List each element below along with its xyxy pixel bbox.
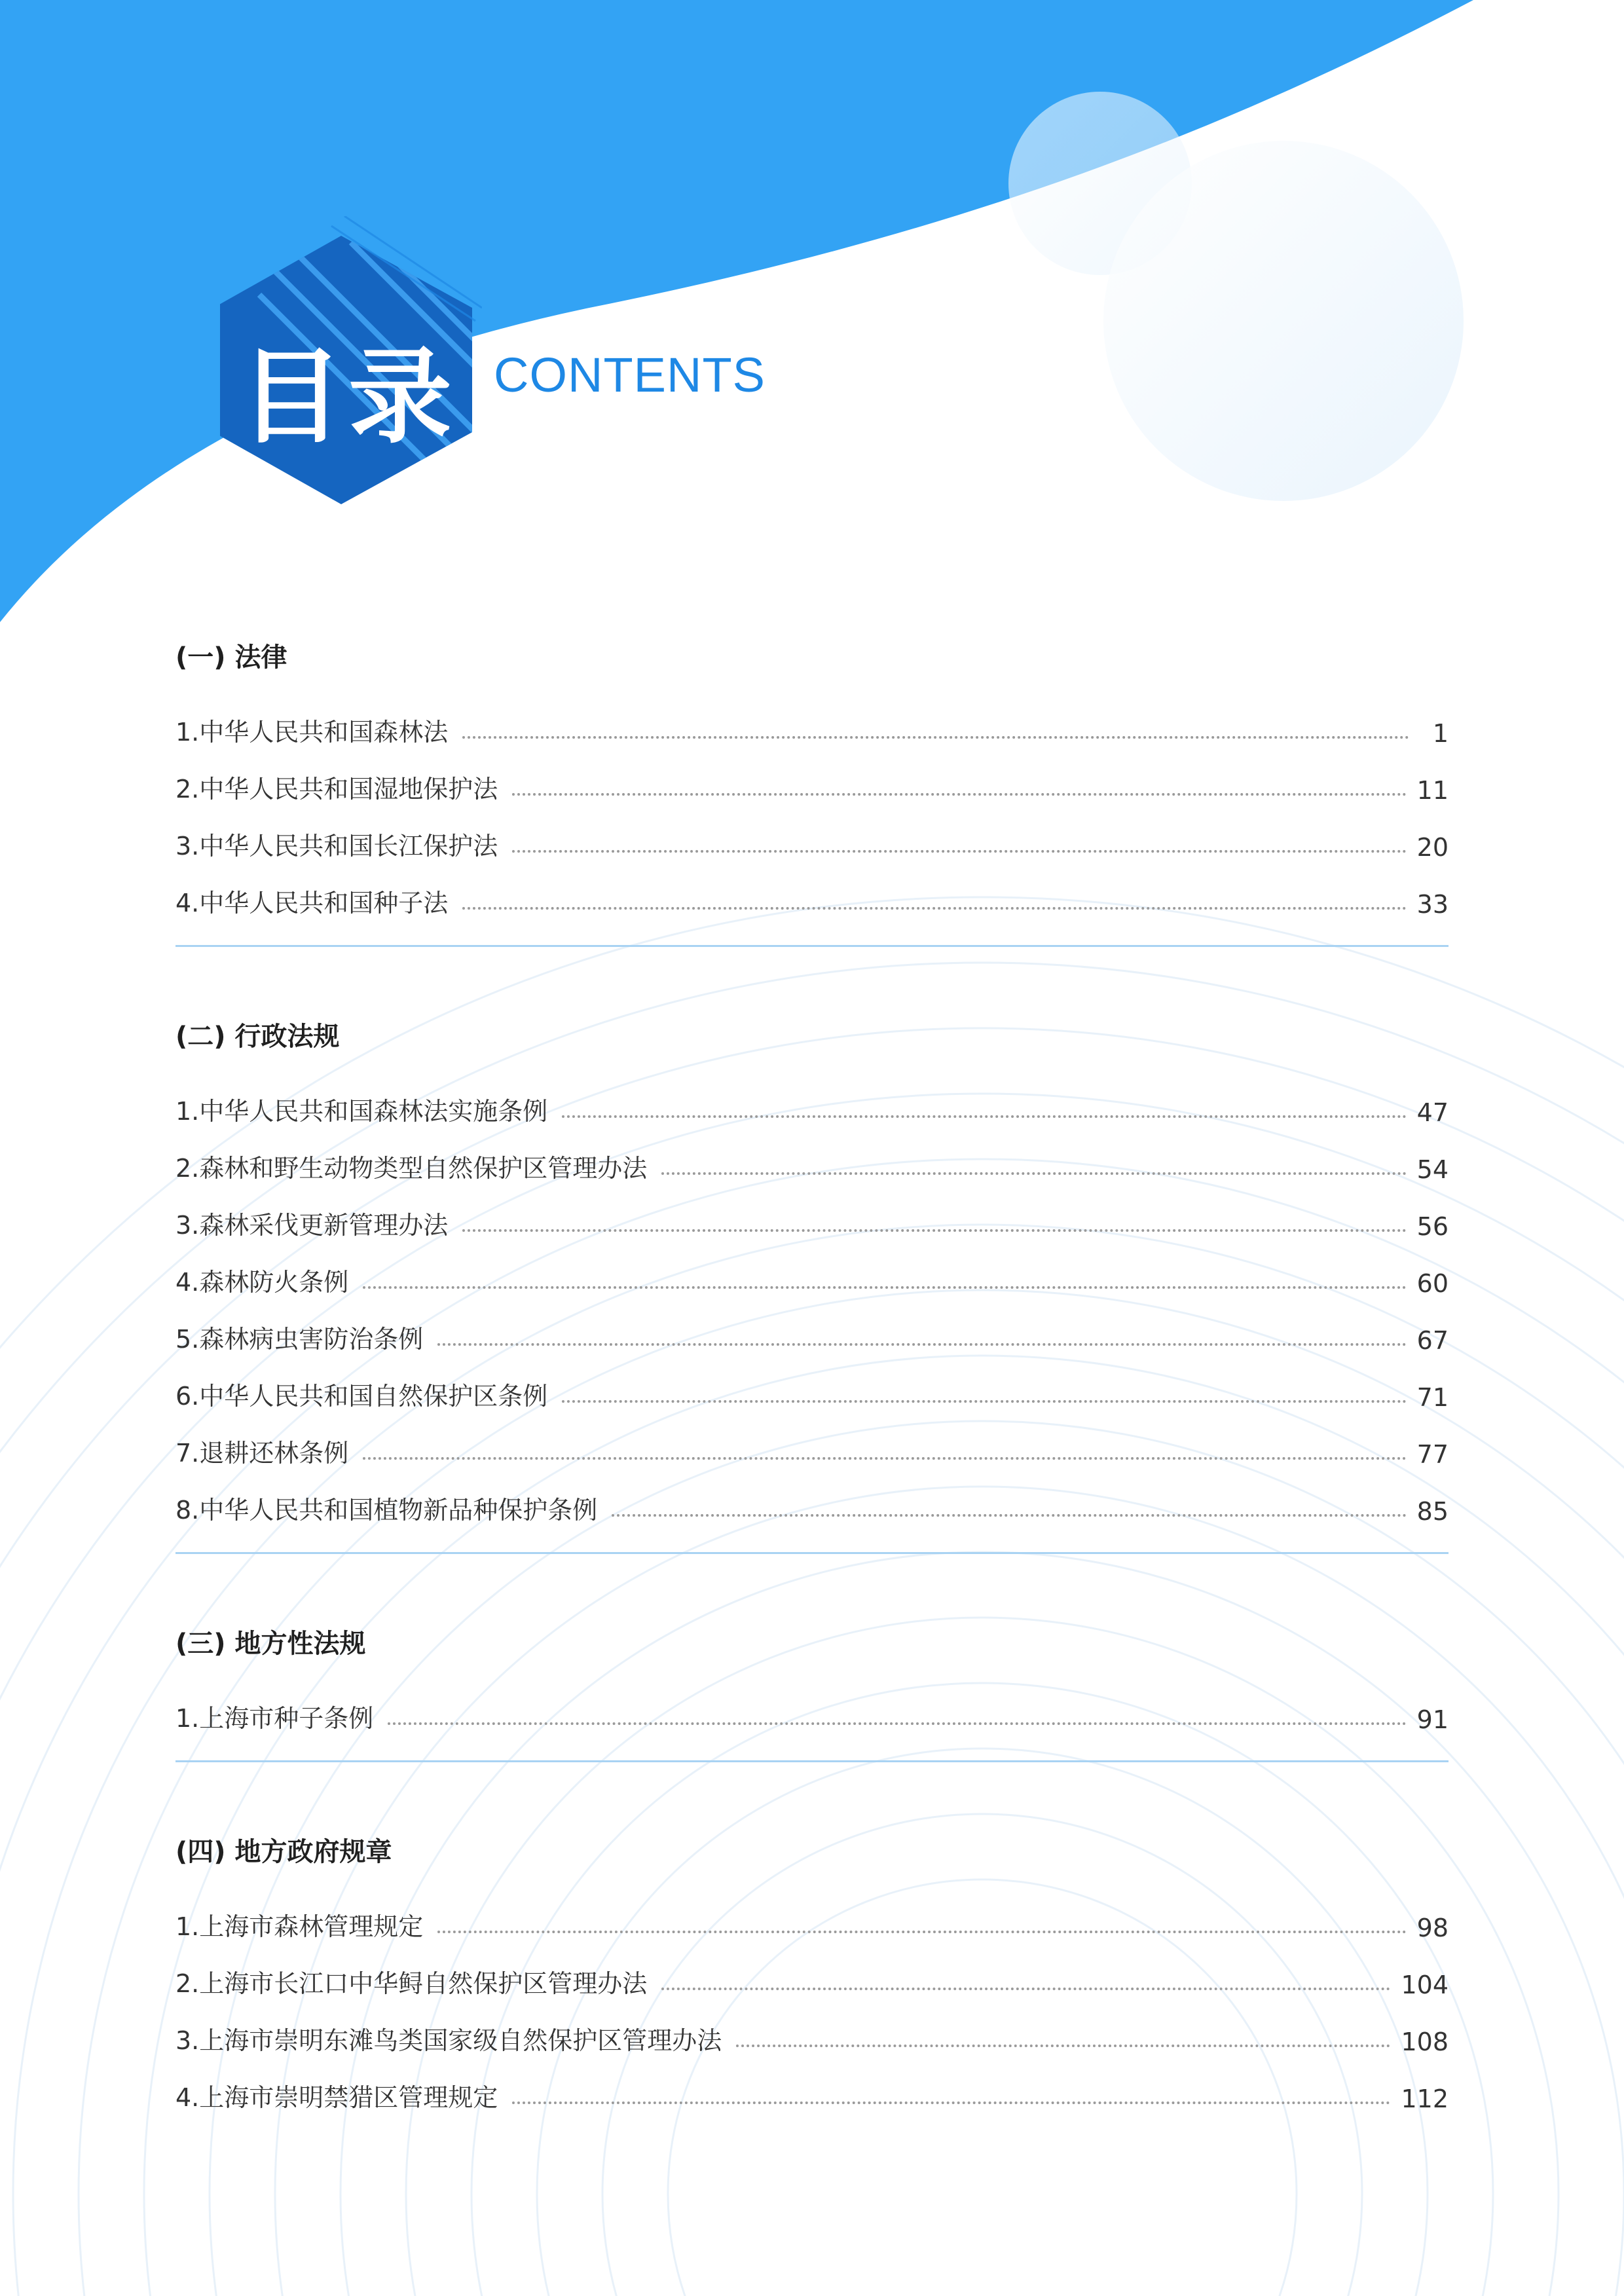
header <box>0 0 1624 524</box>
toc-entry[interactable] <box>175 1942 1449 1999</box>
toc-entry[interactable] <box>175 1241 1449 1298</box>
dot-leader <box>661 1988 1390 1990</box>
entry-page-number: 104 <box>1401 1971 1449 1999</box>
dot-leader <box>363 1457 1406 1460</box>
section-heading: (二) 行政法规 <box>175 1022 340 1052</box>
toc-entry[interactable] <box>175 805 1449 862</box>
dot-leader <box>462 736 1409 739</box>
entry-title: 2.森林和野生动物类型自然保护区管理办法 <box>175 1154 648 1183</box>
table-of-contents <box>175 639 1449 2113</box>
section-divider <box>175 1760 1449 1762</box>
page-title-en: CONTENTS <box>494 348 766 402</box>
toc-entry[interactable] <box>175 1298 1449 1355</box>
entry-page-number: 77 <box>1416 1440 1449 1469</box>
entry-title: 4.森林防火条例 <box>175 1268 349 1297</box>
toc-entry[interactable] <box>175 1885 1449 1942</box>
entry-title: 3.森林采伐更新管理办法 <box>175 1211 449 1240</box>
entry-title: 3.中华人民共和国长江保护法 <box>175 832 498 861</box>
section-heading: (三) 地方性法规 <box>175 1629 366 1659</box>
entry-title: 5.森林病虫害防治条例 <box>175 1325 424 1354</box>
toc-entry[interactable] <box>175 748 1449 805</box>
toc-entry[interactable] <box>175 1677 1449 1734</box>
entry-page-number: 1 <box>1432 719 1449 748</box>
entry-title: 7.退耕还林条例 <box>175 1439 349 1468</box>
dot-leader <box>661 1172 1406 1175</box>
entry-page-number: 112 <box>1401 2084 1449 2113</box>
dot-leader <box>388 1722 1406 1725</box>
dot-leader <box>562 1400 1406 1403</box>
entry-title: 4.中华人民共和国种子法 <box>175 889 449 917</box>
entry-page-number: 71 <box>1416 1383 1449 1412</box>
toc-entry[interactable] <box>175 2056 1449 2113</box>
dot-leader <box>512 793 1406 796</box>
toc-section-local-government-rules <box>175 1833 1449 2113</box>
toc-entry[interactable] <box>175 1127 1449 1184</box>
section-divider <box>175 945 1449 947</box>
page-title-cn: 目录 <box>240 337 457 458</box>
entry-title: 1.上海市森林管理规定 <box>175 1912 424 1941</box>
toc-section-laws <box>175 639 1449 947</box>
entry-page-number: 56 <box>1416 1212 1449 1241</box>
toc-section-local-regulations <box>175 1625 1449 1762</box>
entry-title: 2.上海市长江口中华鲟自然保护区管理办法 <box>175 1969 648 1998</box>
toc-entry[interactable] <box>175 1999 1449 2056</box>
entry-title: 6.中华人民共和国自然保护区条例 <box>175 1382 548 1411</box>
dot-leader <box>363 1286 1406 1289</box>
toc-entry[interactable] <box>175 1355 1449 1412</box>
entry-page-number: 67 <box>1416 1326 1449 1355</box>
entry-page-number: 91 <box>1416 1705 1449 1734</box>
entry-page-number: 60 <box>1416 1269 1449 1298</box>
dot-leader <box>462 907 1406 910</box>
entry-title: 1.中华人民共和国森林法 <box>175 718 449 747</box>
title-badge <box>220 216 482 517</box>
dot-leader <box>562 1115 1406 1118</box>
dot-leader <box>736 2045 1390 2047</box>
toc-section-administrative-regulations <box>175 1018 1449 1554</box>
entry-page-number: 11 <box>1416 776 1449 805</box>
entry-page-number: 98 <box>1416 1914 1449 1942</box>
toc-entry[interactable] <box>175 1184 1449 1241</box>
entry-page-number: 20 <box>1416 833 1449 862</box>
entry-title: 4.上海市崇明禁猎区管理规定 <box>175 2083 498 2112</box>
entry-title: 1.上海市种子条例 <box>175 1704 374 1733</box>
entry-title: 8.中华人民共和国植物新品种保护条例 <box>175 1496 598 1525</box>
dot-leader <box>462 1229 1406 1232</box>
entry-page-number: 108 <box>1401 2028 1449 2056</box>
dot-leader <box>437 1343 1406 1346</box>
dot-leader <box>512 850 1406 853</box>
entry-page-number: 85 <box>1416 1497 1449 1526</box>
section-heading: (四) 地方政府规章 <box>175 1837 392 1867</box>
section-divider <box>175 1552 1449 1554</box>
dot-leader <box>437 1931 1406 1933</box>
entry-title: 2.中华人民共和国湿地保护法 <box>175 775 498 804</box>
entry-page-number: 33 <box>1416 890 1449 919</box>
toc-entry[interactable] <box>175 691 1449 748</box>
toc-entry[interactable] <box>175 1469 1449 1526</box>
toc-entry[interactable] <box>175 862 1449 919</box>
toc-entry[interactable] <box>175 1412 1449 1469</box>
entry-title: 3.上海市崇明东滩鸟类国家级自然保护区管理办法 <box>175 2026 722 2055</box>
entry-page-number: 47 <box>1416 1098 1449 1127</box>
toc-entry[interactable] <box>175 1070 1449 1127</box>
entry-page-number: 54 <box>1416 1155 1449 1184</box>
section-heading: (一) 法律 <box>175 642 287 673</box>
dot-leader <box>612 1514 1406 1517</box>
entry-title: 1.中华人民共和国森林法实施条例 <box>175 1097 548 1126</box>
dot-leader <box>512 2102 1390 2104</box>
